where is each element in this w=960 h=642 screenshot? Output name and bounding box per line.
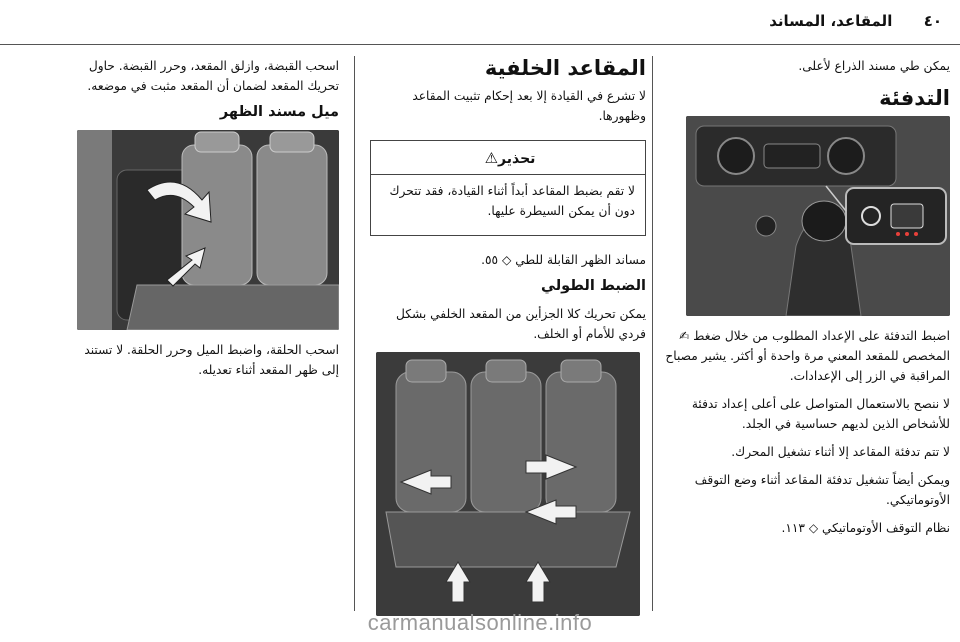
- warning-triangle-icon: ⚠: [484, 149, 499, 167]
- warning-title: تحذير: [498, 151, 536, 167]
- rear-seats-intro: لا تشرع في القيادة إلا بعد إحكام تثبيت المقاعد وظهورها.: [412, 89, 646, 123]
- column-heating: [660, 56, 950, 546]
- page-header: [0, 0, 960, 45]
- heating-sensitivity-note: لا ننصح بالاستعمال المتواصل على أعلى إعداد تدفئة للأشخاص الذين لديهم حساسية في الجلد.: [691, 397, 950, 431]
- page-ref-icon: ◇: [808, 521, 819, 535]
- folding-backrests-reference: مساند الظهر القابلة للطي ◇ ٥٥.: [481, 253, 646, 267]
- column-divider: [354, 56, 355, 611]
- rear-seat-slide-illustration: [376, 352, 640, 616]
- backrest-heading: ميل مسند الظهر: [219, 104, 339, 120]
- longitudinal-heading: الضبط الطولي: [541, 278, 646, 294]
- watermark: carmanualsonline.info: [367, 610, 593, 635]
- warning-header: [371, 141, 645, 175]
- section-title: المقاعد، المساند: [769, 12, 893, 30]
- longitudinal-text: يمكن تحريك كلا الجزأين من المقعد الخلفي بشكل فردي للأمام أو الخلف.: [396, 307, 646, 341]
- slide-instructions: اسحب القبضة، وازلق المقعد، وحرر القبضة. حاول تحريك المقعد لضمان أن المقعد مثبت في موضعه.: [87, 59, 339, 93]
- header-title: [769, 12, 942, 30]
- heating-heading: التدفئة: [879, 86, 950, 110]
- page-number: ٤٠: [923, 12, 942, 30]
- autostop-reference: نظام التوقف الأوتوماتيكي ◇ ١١٣.: [781, 521, 950, 535]
- page-ref-icon: ◇: [501, 253, 512, 267]
- heating-button-illustration: [686, 116, 950, 316]
- column-rear-seats: [370, 56, 646, 616]
- warning-text: لا تقم بضبط المقاعد أبداً أثناء القيادة، فقد تتحرك دون أن يمكن السيطرة عليها.: [389, 184, 635, 218]
- heating-autostop-note: ويمكن أيضاً تشغيل تدفئة المقاعد أثناء وضع التوقف الأوتوماتيكي.: [694, 473, 950, 507]
- rear-seats-title: المقاعد الخلفية: [484, 56, 646, 80]
- warning-box: [370, 140, 646, 236]
- backrest-tilt-illustration: [77, 130, 339, 330]
- backrest-drawing: [77, 130, 339, 330]
- armrest-note: يمكن طي مسند الذراع لأعلى.: [798, 59, 950, 73]
- seat-heat-icon: ✍: [679, 329, 690, 343]
- rear-seats-drawing: [376, 352, 640, 616]
- column-divider: [652, 56, 653, 611]
- console-drawing: [686, 116, 950, 316]
- backrest-text: اسحب الحلقة، واضبط الميل وحرر الحلقة. لا تستند إلى ظهر المقعد أثناء تعديله.: [84, 343, 339, 377]
- column-backrest: [77, 56, 339, 388]
- heating-instructions: اضبط التدفئة على الإعداد المطلوب من خلال ضغط ✍ المخصص للمقعد المعني مرة واحدة أو أكثر. يشير مصباح المراقبة في الزر إلى الإعدادات.: [665, 329, 950, 383]
- heating-engine-note: لا تتم تدفئة المقاعد إلا أثناء تشغيل المحرك.: [731, 445, 950, 459]
